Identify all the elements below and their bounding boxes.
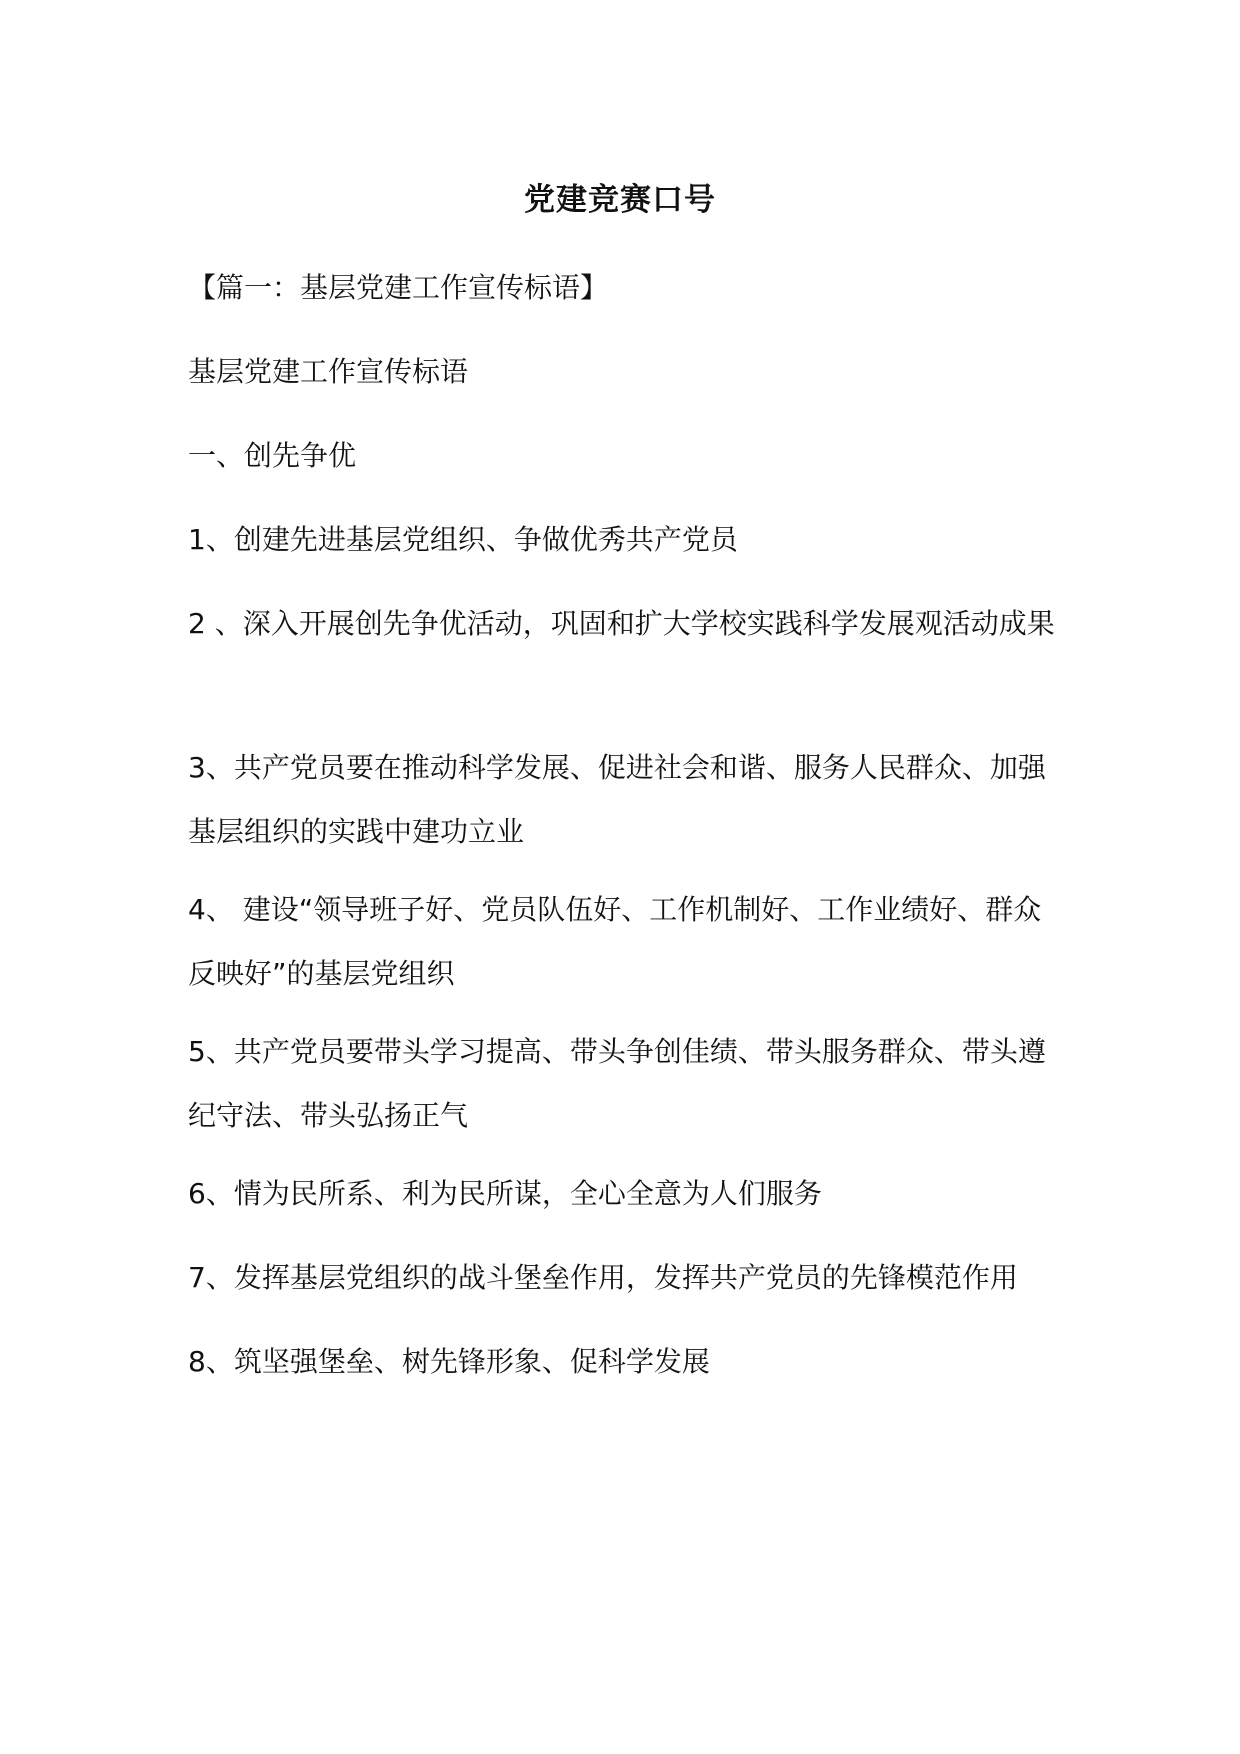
subheading: 基层党建工作宣传标语 xyxy=(188,355,469,388)
list-item: 6、情为民所系、利为民所谋，全心全意为人们服务 xyxy=(188,1177,822,1210)
list-item: 7、发挥基层党组织的战斗堡垒作用，发挥共产党员的先锋模范作用 xyxy=(188,1261,1018,1294)
document-title: 党建竞赛口号 xyxy=(524,182,716,218)
section-heading: 【篇一：基层党建工作宣传标语】 xyxy=(188,271,609,304)
category-heading: 一、创先争优 xyxy=(188,439,357,472)
list-item: 5、共产党员要带头学习提高、带头争创佳绩、带头服务群众、带头遵纪守法、带头弘扬正气 xyxy=(188,1035,1046,1132)
list-item: 8、筑坚强堡垒、树先锋形象、促科学发展 xyxy=(188,1345,710,1378)
list-item: 1、创建先进基层党组织、争做优秀共产党员 xyxy=(188,523,738,556)
list-item: 4、 建设“领导班子好、党员队伍好、工作机制好、工作业绩好、群众反映好”的基层党组织 xyxy=(188,893,1042,990)
list-item: 3、共产党员要在推动科学发展、促进社会和谐、服务人民群众、加强基层组织的实践中建功立业 xyxy=(188,751,1046,848)
list-item: 2 、深入开展创先争优活动，巩固和扩大学校实践科学发展观活动成果 xyxy=(188,607,1055,640)
